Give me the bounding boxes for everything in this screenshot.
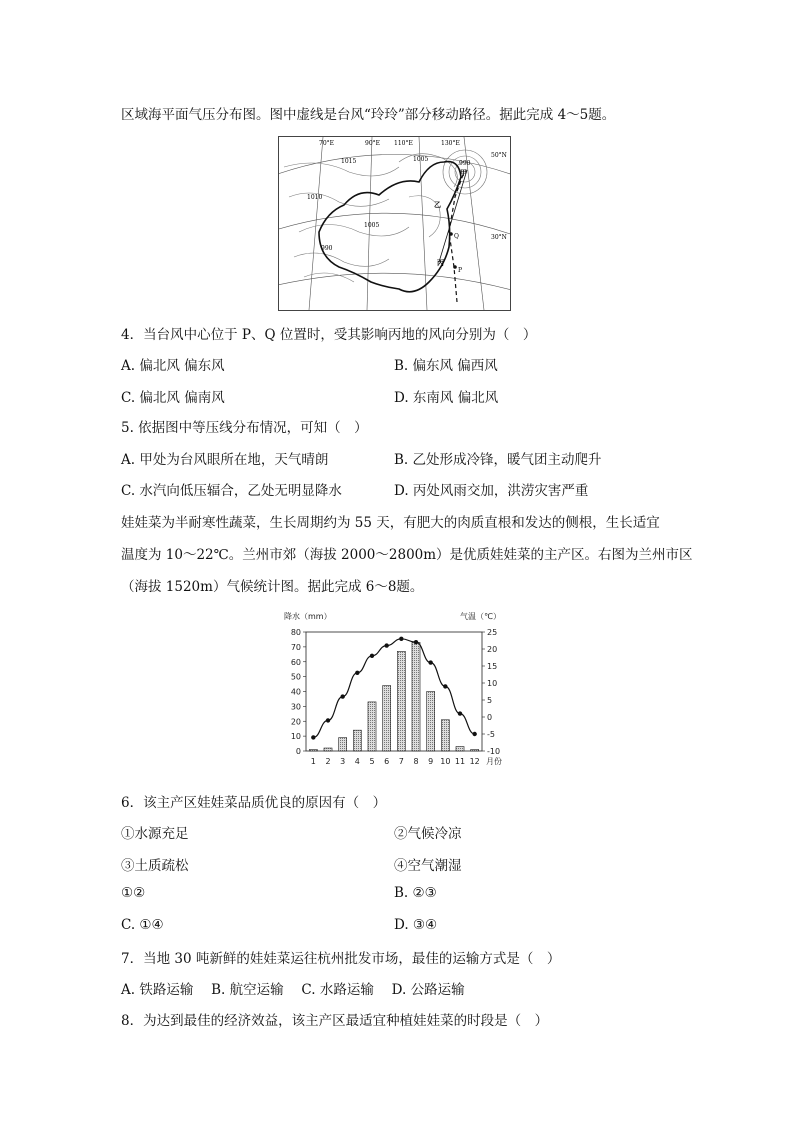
month-label: 8 xyxy=(413,757,419,766)
q6-statement-2: ②气候冷凉 xyxy=(394,826,462,842)
precip-bar xyxy=(383,686,391,751)
q4-option-a: A. 偏北风 偏东风 xyxy=(121,358,225,374)
temperature-point xyxy=(384,643,388,647)
temperature-point xyxy=(414,640,418,644)
q5-option-c: C. 水汽向低压辐合，乙处无明显降水 xyxy=(121,483,342,499)
month-label: 11 xyxy=(454,757,466,766)
q6-option-d: D. ③④ xyxy=(394,917,438,933)
q7-stem: 7．当地 30 吨新鲜的娃娃菜运往杭州批发市场，最佳的运输方式是（ ） xyxy=(121,951,561,967)
precip-bar xyxy=(368,702,376,751)
right-tick-label: 20 xyxy=(487,645,498,654)
precip-bar xyxy=(427,692,435,752)
month-label: 1 xyxy=(310,757,316,766)
q4-option-c: C. 偏北风 偏南风 xyxy=(121,390,225,406)
temperature-point xyxy=(399,637,403,641)
isobar-label-990b: 990 xyxy=(459,160,471,167)
right-tick-label: 10 xyxy=(487,679,498,688)
q5-option-d: D. 丙处风雨交加，洪涝灾害严重 xyxy=(394,483,589,499)
isobar-label-1015: 1015 xyxy=(341,158,357,165)
left-tick-label: 20 xyxy=(290,717,301,727)
lon-label-90: 90°E xyxy=(365,140,381,147)
month-label: 10 xyxy=(440,757,451,766)
pressure-map-svg xyxy=(279,137,510,310)
q5-option-b: B. 乙处形成冷锋，暖气团主动爬升 xyxy=(394,452,602,468)
isobar-label-990a: 990 xyxy=(321,245,333,252)
temperature-point xyxy=(355,671,359,675)
month-label: 6 xyxy=(384,757,390,766)
passage-line-1: 娃娃菜为半耐寒性蔬菜，生长周期约为 55 天，有肥大的肉质直根和发达的侧根，生长适宜 xyxy=(121,515,660,531)
precip-bar xyxy=(456,747,464,751)
q6-option-b: B. ②③ xyxy=(394,885,437,901)
month-label: 12 xyxy=(469,757,480,766)
month-label: 2 xyxy=(325,757,331,766)
month-label: 4 xyxy=(354,757,360,766)
month-label: 7 xyxy=(398,757,404,766)
isobar-label-1005b: 1005 xyxy=(364,222,380,229)
point-jia: 甲 xyxy=(460,168,467,177)
temperature-point xyxy=(458,711,462,715)
left-tick-label: 50 xyxy=(290,672,301,682)
month-label: 5 xyxy=(369,757,375,766)
q6-statement-3: ③土质疏松 xyxy=(121,858,189,874)
pressure-map xyxy=(278,136,511,311)
temperature-point xyxy=(472,732,476,736)
left-tick-label: 10 xyxy=(290,732,301,742)
q8-stem: 8．为达到最佳的经济效益，该主产区最适宜种植娃娃菜的时段是（ ） xyxy=(121,1013,549,1029)
passage-line-2: 温度为 10～22℃。兰州市郊（海拔 2000～2800m）是优质娃娃菜的主产区。右图为兰州市区 xyxy=(121,547,693,563)
q7-options: A. 铁路运输 B. 航空运输 C. 水路运输 D. 公路运输 xyxy=(121,982,465,998)
precip-bar xyxy=(353,730,361,751)
climate-chart-svg xyxy=(280,608,520,770)
lat-label-30: 30°N xyxy=(491,234,507,241)
lat-label-50: 50°N xyxy=(491,152,507,159)
precip-bar xyxy=(471,750,479,751)
temperature-point xyxy=(443,684,447,688)
left-tick-label: 0 xyxy=(295,747,301,756)
temperature-point xyxy=(311,735,315,739)
precip-bar xyxy=(441,720,449,751)
plot-frame xyxy=(306,632,482,751)
lon-label-130: 130°E xyxy=(441,140,460,147)
point-bing: 丙 xyxy=(437,258,444,267)
left-tick-label: 30 xyxy=(290,702,301,712)
isobar-label-1010: 1010 xyxy=(307,194,323,201)
precip-bar xyxy=(324,748,332,751)
isobar-label-1005a: 1005 xyxy=(413,156,429,163)
right-tick-label: 15 xyxy=(487,662,498,671)
month-label: 9 xyxy=(428,757,434,766)
q4-option-b: B. 偏东风 偏西风 xyxy=(394,358,498,374)
q6-stem: 6．该主产区娃娃菜品质优良的原因有（ ） xyxy=(121,795,387,811)
q5-stem: 5. 依据图中等压线分布情况，可知（ ） xyxy=(121,420,368,436)
right-tick-label: 25 xyxy=(487,628,498,637)
precip-bar xyxy=(412,642,420,751)
lon-label-70: 70°E xyxy=(319,140,335,147)
left-tick-label: 40 xyxy=(290,687,301,697)
precip-bar xyxy=(397,651,405,751)
temperature-point xyxy=(340,694,344,698)
climate-chart xyxy=(280,608,520,770)
right-tick-label: -5 xyxy=(487,730,495,739)
q6-statement-4: ④空气潮湿 xyxy=(394,858,462,874)
lon-label-110: 110°E xyxy=(394,140,413,147)
point-q: Q xyxy=(454,233,459,240)
q4-stem: 4．当台风中心位于 P、Q 位置时，受其影响丙地的风向分别为（ ） xyxy=(121,327,537,343)
temperature-line xyxy=(313,639,474,738)
left-tick-label: 70 xyxy=(290,642,301,652)
point-yi: 乙 xyxy=(434,200,441,209)
x-unit-label: 月份 xyxy=(486,757,502,766)
right-tick-label: 0 xyxy=(487,713,493,722)
temperature-point xyxy=(326,718,330,722)
left-tick-label: 80 xyxy=(290,628,301,637)
q6-option-c: C. ①④ xyxy=(121,917,164,933)
passage-line-3: （海拔 1520m）气候统计图。据此完成 6～8题。 xyxy=(121,579,424,595)
temperature-point xyxy=(370,654,374,658)
precip-bar xyxy=(309,750,317,751)
left-axis-title: 降水（mm） xyxy=(284,612,332,621)
right-tick-label: 5 xyxy=(487,696,493,705)
intro-line: 区域海平面气压分布图。图中虚线是台风“玲玲”部分移动路径。据此完成 4～5题。 xyxy=(121,107,616,123)
temperature-point xyxy=(428,660,432,664)
point-p: P xyxy=(458,267,463,274)
right-tick-label: -10 xyxy=(487,747,501,756)
left-tick-label: 60 xyxy=(290,657,301,667)
month-label: 3 xyxy=(340,757,346,766)
right-axis-title: 气温（℃） xyxy=(460,612,501,621)
q6-statement-1: ①水源充足 xyxy=(121,826,189,842)
q5-option-a: A. 甲处为台风眼所在地，天气晴朗 xyxy=(121,452,329,468)
q6-option-a: ①② xyxy=(121,885,146,901)
precip-bar xyxy=(339,738,347,751)
q4-option-d: D. 东南风 偏北风 xyxy=(394,390,499,406)
